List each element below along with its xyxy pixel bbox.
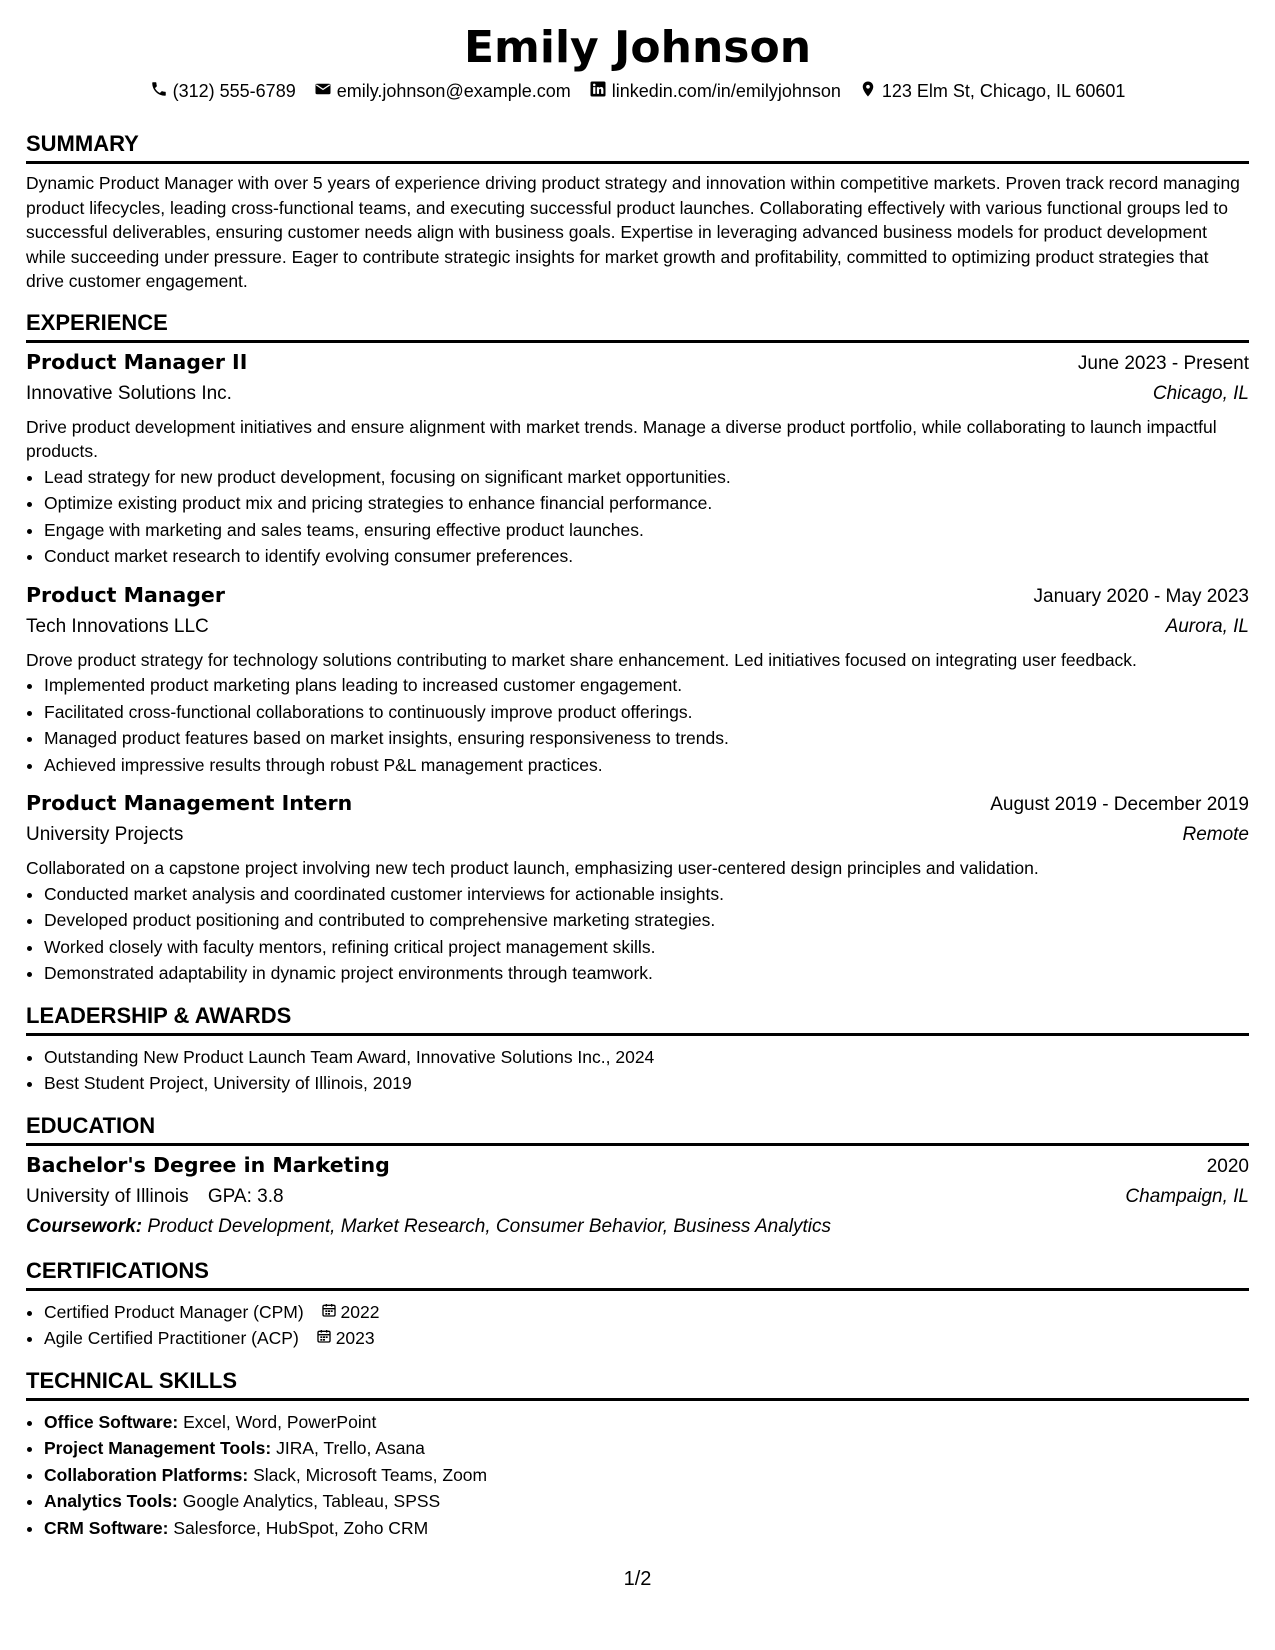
job-location: Chicago, IL bbox=[1152, 382, 1249, 404]
section-title-awards: LEADERSHIP & AWARDS bbox=[26, 1003, 1249, 1036]
section-title-summary: SUMMARY bbox=[26, 131, 1249, 164]
skill-value: Slack, Microsoft Teams, Zoom bbox=[253, 1464, 488, 1485]
address-text: 123 Elm St, Chicago, IL 60601 bbox=[881, 81, 1126, 101]
skill-value: JIRA, Trello, Asana bbox=[276, 1438, 425, 1458]
job-description: Drove product strategy for technology solutions contributing to market share enhancement. Led initiatives focused on integrating user feedback. bbox=[26, 649, 1137, 670]
list-item: • Achieved impressive results through robust P&L management practices. bbox=[44, 752, 1249, 779]
contact-address bbox=[859, 80, 1125, 103]
section-title-education: EDUCATION bbox=[26, 1113, 1249, 1146]
certification-year: 2023 bbox=[335, 1328, 375, 1348]
calendar-icon bbox=[316, 1325, 332, 1352]
list-item: • Outstanding New Product Launch Team Award, Innovative Solutions Inc., 2024 bbox=[44, 1044, 1249, 1071]
list-item: • Facilitated cross-functional collaborations to continuously improve product offerings. bbox=[44, 699, 1249, 726]
email-text: emily.johnson@example.com bbox=[336, 81, 571, 101]
job-bullets bbox=[26, 464, 1249, 570]
experience-section bbox=[26, 310, 1249, 987]
job-entry bbox=[26, 347, 1249, 570]
list-item: • Worked closely with faculty mentors, refining critical project management skills. bbox=[44, 934, 1249, 961]
list-item: • Managed product features based on market insights, ensuring responsiveness to trends. bbox=[44, 725, 1249, 752]
list-item: • Implemented product marketing plans leading to increased customer engagement. bbox=[44, 672, 1249, 699]
contact-linkedin[interactable] bbox=[589, 80, 841, 103]
list-item: • Best Student Project, University of Illinois, 2019 bbox=[44, 1070, 1249, 1097]
contact-bar bbox=[26, 80, 1249, 103]
coursework-list: Product Development, Market Research, Consumer Behavior, Business Analytics bbox=[147, 1215, 832, 1237]
coursework-label: Coursework: bbox=[26, 1215, 143, 1237]
resume-page bbox=[26, 22, 1249, 1541]
job-bullets bbox=[26, 672, 1249, 778]
list-item bbox=[44, 1409, 1249, 1436]
skills-section bbox=[26, 1368, 1249, 1542]
awards-list bbox=[26, 1044, 1249, 1097]
skill-label: CRM Software: bbox=[44, 1517, 169, 1538]
certifications-section bbox=[26, 1258, 1249, 1352]
list-item bbox=[44, 1488, 1249, 1515]
skill-label: Analytics Tools: bbox=[44, 1491, 178, 1511]
certification-year: 2022 bbox=[340, 1301, 380, 1322]
list-item bbox=[44, 1462, 1249, 1489]
contact-email[interactable] bbox=[314, 80, 571, 103]
summary-text: Dynamic Product Manager with over 5 years of experience driving product strategy and innovation within competitive markets. Proven track record managing product lifecycles, leading cross-functional teams, and executing successful product launches. Collaborating effectively with various functional groups led to successful deliverables, ensuring customer needs align with business goals. Expertise in leveraging advanced business models for product development while succeeding under pressure. Eager to contribute strategic insights for market growth and profitability, committed to optimizing product strategies that drive customer engagement. bbox=[26, 173, 1240, 291]
graduation-year: 2020 bbox=[1206, 1155, 1249, 1177]
job-dates: January 2020 - May 2023 bbox=[1033, 585, 1249, 607]
job-company: University Projects bbox=[26, 824, 184, 845]
map-pin-icon bbox=[859, 80, 877, 103]
list-item bbox=[44, 1435, 1249, 1462]
linkedin-icon bbox=[589, 80, 607, 103]
contact-phone[interactable] bbox=[150, 80, 296, 103]
page-number: 1/2 bbox=[623, 1568, 652, 1590]
skill-label: Project Management Tools: bbox=[44, 1438, 272, 1458]
job-company: Tech Innovations LLC bbox=[26, 615, 209, 637]
education-section bbox=[26, 1113, 1249, 1242]
list-item: • Conduct market research to identify evolving consumer preferences. bbox=[44, 543, 1249, 570]
job-dates: August 2019 - December 2019 bbox=[990, 794, 1249, 815]
list-item bbox=[44, 1325, 1249, 1352]
job-bullets bbox=[26, 881, 1249, 987]
list-item: • Lead strategy for new product development, focusing on significant market opportunities. bbox=[44, 464, 1249, 491]
certifications-list bbox=[26, 1299, 1249, 1352]
job-entry bbox=[26, 788, 1249, 987]
phone-text: (312) 555-6789 bbox=[172, 81, 296, 101]
calendar-icon bbox=[321, 1299, 337, 1326]
certification-name: Agile Certified Practitioner (ACP) bbox=[44, 1328, 299, 1348]
list-item: • Developed product positioning and contributed to comprehensive marketing strategies. bbox=[44, 907, 1249, 934]
list-item: • Demonstrated adaptability in dynamic project environments through teamwork. bbox=[44, 960, 1249, 987]
skill-label: Office Software: bbox=[44, 1411, 179, 1432]
certification-name: Certified Product Manager (CPM) bbox=[44, 1301, 304, 1322]
list-item: • Optimize existing product mix and pricing strategies to enhance financial performance. bbox=[44, 490, 1249, 517]
skill-value: Excel, Word, PowerPoint bbox=[183, 1411, 377, 1432]
job-description: Collaborated on a capstone project involving new tech product launch, emphasizing user-centered design principles and validation. bbox=[26, 858, 1039, 878]
phone-icon bbox=[150, 80, 168, 103]
awards-section bbox=[26, 1003, 1249, 1097]
degree-title: Bachelor's Degree in Marketing bbox=[26, 1152, 390, 1177]
list-item: • Engage with marketing and sales teams, ensuring effective product launches. bbox=[44, 517, 1249, 544]
section-title-certifications: CERTIFICATIONS bbox=[26, 1258, 1249, 1291]
summary-section bbox=[26, 131, 1249, 294]
section-title-experience: EXPERIENCE bbox=[26, 310, 1249, 343]
list-item: • Conducted market analysis and coordinated customer interviews for actionable insights. bbox=[44, 881, 1249, 908]
job-description: Drive product development initiatives and ensure alignment with market trends. Manage a diverse product portfolio, while collaborating to launch impactful products. bbox=[26, 416, 1217, 461]
job-title: Product Manager bbox=[26, 582, 225, 607]
candidate-name: Emily Johnson bbox=[463, 22, 812, 73]
skill-value: Google Analytics, Tableau, SPSS bbox=[182, 1491, 441, 1511]
linkedin-text: linkedin.com/in/emilyjohnson bbox=[611, 81, 841, 101]
list-item bbox=[44, 1515, 1249, 1542]
list-item bbox=[44, 1299, 1249, 1326]
skills-list bbox=[26, 1409, 1249, 1542]
section-title-skills: TECHNICAL SKILLS bbox=[26, 1368, 1249, 1401]
skill-value: Salesforce, HubSpot, Zoho CRM bbox=[173, 1517, 429, 1538]
job-dates: June 2023 - Present bbox=[1077, 352, 1249, 374]
job-location: Remote bbox=[1182, 824, 1249, 845]
job-title: Product Management Intern bbox=[26, 791, 353, 815]
skill-label: Collaboration Platforms: bbox=[44, 1464, 249, 1485]
coursework bbox=[26, 1212, 1249, 1242]
job-location: Aurora, IL bbox=[1165, 615, 1249, 637]
job-entry bbox=[26, 580, 1249, 779]
school-name: University of Illinois bbox=[26, 1185, 189, 1207]
job-company: Innovative Solutions Inc. bbox=[26, 382, 232, 404]
school-location: Champaign, IL bbox=[1125, 1185, 1249, 1207]
job-title: Product Manager II bbox=[26, 349, 248, 374]
gpa: GPA: 3.8 bbox=[207, 1185, 284, 1207]
envelope-icon bbox=[314, 80, 332, 103]
